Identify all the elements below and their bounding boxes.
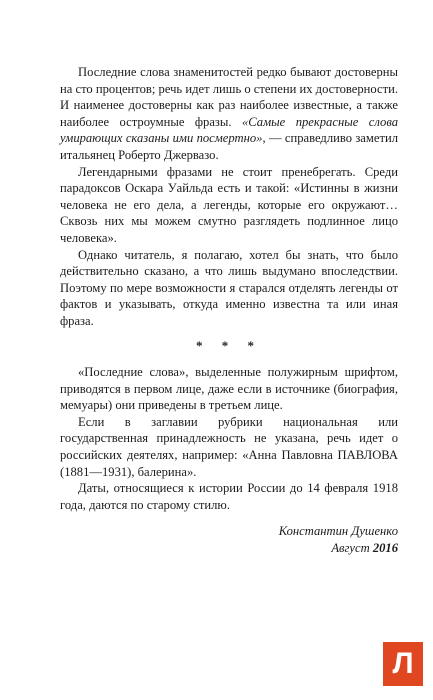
paragraph-dates: Даты, относящиеся к истории России до 14 февраля 1918 года, даются по старому стилю.	[60, 481, 398, 512]
signature-block	[60, 523, 398, 557]
example-surname: ПАВЛОВА	[337, 448, 398, 463]
signature-date: Август 2016	[331, 541, 398, 556]
publisher-logo-icon: Л	[383, 642, 423, 686]
paragraph-bold-note: «Последние слова», выделенные полужирным шрифтом, приводятся в первом лице, даже если в источнике (биография, мемуары) они приведены в третьем лице.	[60, 365, 398, 413]
signature-year: 2016	[372, 541, 398, 556]
paragraph-reader: Однако читатель, я полагаю, хотел бы знать, что было действительно сказано, а что лишь выдумано впоследствии. Поэтому по мере возможности я старался отделять легенды от фактов и указывать, откуда именно известна та или иная фраза.	[60, 247, 398, 328]
section-separator: * * *	[196, 337, 262, 353]
quote-gervaso: «Самые прекрасные слова умирающих сказаны ими посмертно»	[60, 114, 398, 146]
author-name: Константин Душенко	[278, 524, 398, 539]
paragraph-nationality: Если в заглавии рубрики национальная или государственная принадлежность не указана, речь идет о российских деятелях, например: «Анна Павловна ПАВЛОВА (1881—1931), балерина».	[60, 414, 398, 479]
paragraph-legends: Легендарными фразами не стоит пренебрегать. Среди парадоксов Оскара Уайльда есть и такой: «Истинны в жизни человека не его дела, а легенды, которые его окружают… Сквозь них мы можем смутно разглядеть подлинное лицо человека».	[60, 164, 398, 245]
paragraph-intro: Последние слова знаменитостей редко бывают достоверны на сто процентов; речь идет лишь о степени их достоверности. И наименее достоверны как раз наиболее известные, а также наиболее остроумные фразы. «Самые прекрасные слова умирающих сказаны ими посмертно», — справедливо заметил итальянец Роберто Джервазо.	[60, 65, 398, 162]
document-body	[60, 64, 398, 557]
